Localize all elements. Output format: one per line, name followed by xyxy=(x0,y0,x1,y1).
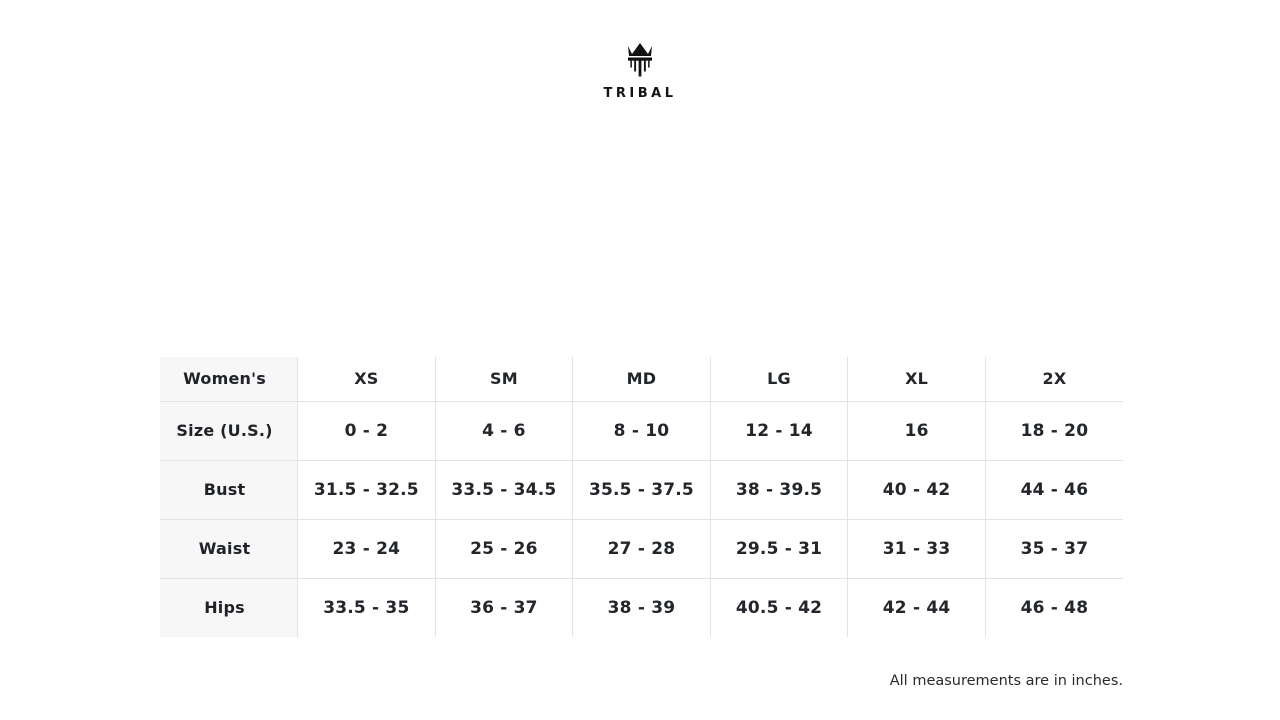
table-cell: 29.5 - 31 xyxy=(710,520,848,579)
table-cell: 36 - 37 xyxy=(435,579,573,638)
table-header-cell: Women's xyxy=(160,357,298,402)
table-cell: 4 - 6 xyxy=(435,402,573,461)
table-cell: 35.5 - 37.5 xyxy=(573,461,711,520)
table-header-cell: XL xyxy=(848,357,986,402)
table-header-cell: XS xyxy=(298,357,436,402)
table-cell: 42 - 44 xyxy=(848,579,986,638)
table-row xyxy=(160,520,1123,579)
table-cell: 16 xyxy=(848,402,986,461)
table-cell: 33.5 - 34.5 xyxy=(435,461,573,520)
table-cell: 38 - 39.5 xyxy=(710,461,848,520)
table-cell: 31 - 33 xyxy=(848,520,986,579)
table-header-row xyxy=(160,357,1123,402)
table-header-cell: SM xyxy=(435,357,573,402)
table-row xyxy=(160,402,1123,461)
table-cell: 44 - 46 xyxy=(985,461,1123,520)
table-header-cell: 2X xyxy=(985,357,1123,402)
table-cell: 18 - 20 xyxy=(985,402,1123,461)
tribal-crown-icon xyxy=(617,36,663,82)
table-cell: 40 - 42 xyxy=(848,461,986,520)
table-header-cell: LG xyxy=(710,357,848,402)
row-label: Bust xyxy=(160,461,298,520)
table-cell: 23 - 24 xyxy=(298,520,436,579)
table-cell: 8 - 10 xyxy=(573,402,711,461)
table-cell: 31.5 - 32.5 xyxy=(298,461,436,520)
table-row xyxy=(160,461,1123,520)
size-chart-table xyxy=(160,357,1123,637)
brand-name: TRIBAL xyxy=(603,86,677,101)
table-cell: 33.5 - 35 xyxy=(298,579,436,638)
table-cell: 40.5 - 42 xyxy=(710,579,848,638)
table-header-cell: MD xyxy=(573,357,711,402)
table-cell: 46 - 48 xyxy=(985,579,1123,638)
table-cell: 0 - 2 xyxy=(298,402,436,461)
size-chart-table-container xyxy=(160,357,1123,637)
row-label: Size (U.S.) xyxy=(160,402,298,461)
brand-logo xyxy=(0,36,1280,101)
table-cell: 35 - 37 xyxy=(985,520,1123,579)
table-row xyxy=(160,579,1123,638)
row-label: Hips xyxy=(160,579,298,638)
table-cell: 38 - 39 xyxy=(573,579,711,638)
table-cell: 27 - 28 xyxy=(573,520,711,579)
measurements-footnote: All measurements are in inches. xyxy=(889,673,1123,689)
table-cell: 25 - 26 xyxy=(435,520,573,579)
row-label: Waist xyxy=(160,520,298,579)
table-cell: 12 - 14 xyxy=(710,402,848,461)
